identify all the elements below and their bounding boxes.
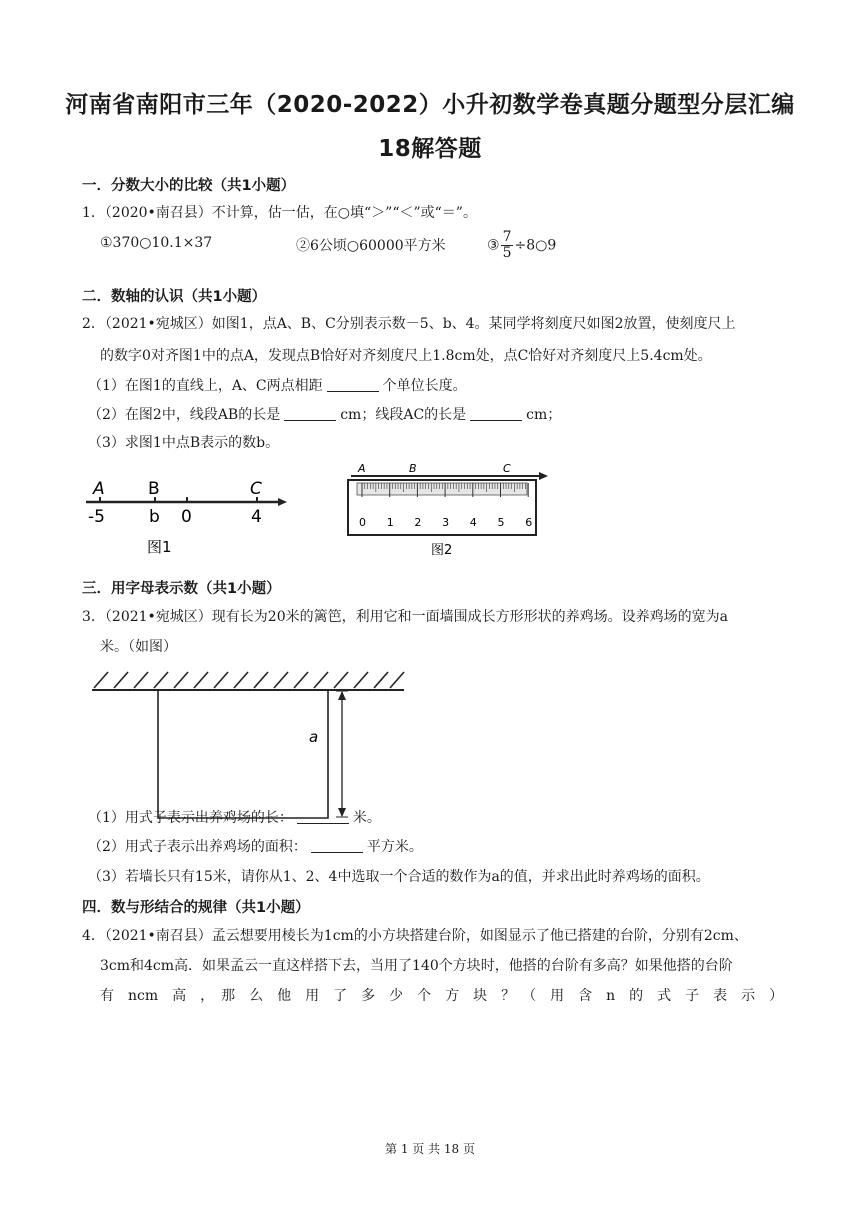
section3-heading: 三．用字母表示数（共1小题）: [82, 581, 281, 597]
q1-item-c-suffix: ÷8○9: [514, 237, 557, 254]
q2-line2: 的数字0对齐图1中的点A，发现点B恰好对齐刻度尺上1.8cm处，点C恰好对齐刻度尺上5.4cm处。: [100, 348, 712, 364]
page-footer: 第 1 页 共 18 页: [385, 1142, 475, 1156]
fig2-label-c: C: [503, 462, 511, 475]
q1-item-b: ②6公顷○60000平方米: [296, 238, 446, 254]
q2-line1: 2．（2021•宛城区）如图1，点A、B、C分别表示数－5、b、4。某同学将刻度尺如图2放置，使刻度尺上: [82, 316, 736, 332]
fraction-numerator: 7: [502, 229, 512, 245]
figure2-ruler: [345, 462, 550, 562]
q4-line1: 4．（2021•南召县）孟云想要用棱长为1cm的小方块搭建台阶，如图显示了他已搭建的台阶，分别有2cm、: [82, 928, 748, 944]
ruler-tick-label: 2: [414, 516, 422, 529]
page-title-line2: 18解答题: [378, 136, 482, 162]
ruler-tick-label: 3: [442, 516, 450, 529]
answer-blank[interactable]: [311, 838, 363, 853]
q1-stem: 1．（2020•南召县）不计算，估一估，在○填“＞”“＜”或“＝”。: [82, 205, 477, 221]
fig3-label-a: a: [309, 728, 319, 746]
q1-item-a: ①370○10.1×37: [100, 235, 213, 251]
q2-part2-text-a: （2）在图2中，线段AB的长是: [88, 407, 281, 423]
q2-part1-text-b: 个单位长度。: [382, 378, 467, 394]
section2-heading: 二．数轴的认识（共1小题）: [82, 289, 267, 305]
q3-part2: [88, 836, 423, 856]
q3-line2: 米。（如图）: [100, 639, 177, 655]
figure3-chicken-farm: [88, 664, 408, 824]
ruler-tick-label: 0: [359, 516, 366, 529]
q2-part2-text-b: cm；线段AC的长是: [340, 407, 467, 423]
answer-blank[interactable]: [297, 809, 349, 824]
ruler-tick-label: 5: [497, 516, 505, 529]
page-title-line1: 河南省南阳市三年（2020-2022）小升初数学卷真题分题型分层汇编: [65, 92, 795, 118]
q3-part1-text-a: （1）用式子表示出养鸡场的长：: [88, 810, 293, 826]
q3-line1: 3．（2021•宛城区）现有长为20米的篱笆，利用它和一面墙围成长方形形状的养鸡场。设养鸡场的宽为a: [82, 609, 728, 625]
ruler-tick-label: 1: [386, 516, 394, 529]
figure1-number-line: [82, 470, 292, 560]
q2-part3: （3）求图1中点B表示的数b。: [88, 435, 280, 451]
fig2-label-a: A: [358, 462, 366, 475]
q3-part2-text-a: （2）用式子表示出养鸡场的面积：: [88, 839, 307, 855]
q3-part3: （3）若墙长只有15米，请你从1、2、4中选取一个合适的数作为a的值，并求出此时养鸡场的面积。: [88, 869, 710, 885]
q3-part1-text-b: 米。: [352, 810, 381, 826]
q2-part2: [88, 404, 561, 424]
fig1-value-b: b: [149, 507, 160, 527]
answer-blank[interactable]: [327, 377, 379, 392]
answer-blank[interactable]: [470, 406, 522, 421]
section4-heading: 四．数与形结合的规律（共1小题）: [82, 900, 310, 916]
answer-blank[interactable]: [284, 406, 336, 421]
q1-item-c: [487, 230, 556, 261]
q1-item-c-prefix: ③: [487, 237, 500, 254]
fig1-value-c: 4: [251, 507, 262, 527]
q3-part2-text-b: 平方米。: [366, 839, 423, 855]
fig1-label-a: A: [93, 479, 105, 499]
fraction-denominator: 5: [502, 245, 512, 261]
ruler-tick-label: 4: [469, 516, 477, 529]
fig1-value-0: 0: [181, 507, 192, 527]
q2-part2-text-c: cm；: [526, 407, 562, 423]
wall-hatching: [94, 672, 404, 688]
q2-part1-text-a: （1）在图1的直线上，A、C两点相距: [88, 378, 323, 394]
fig1-value-a: -5: [88, 507, 105, 527]
section1-heading: 一．分数大小的比较（共1小题）: [82, 178, 296, 194]
ruler-tick-label: 6: [525, 516, 533, 529]
q2-part1: [88, 375, 467, 395]
q3-part1: [88, 807, 381, 827]
fig2-caption: 图2: [431, 543, 453, 558]
q1-fraction: [501, 230, 514, 261]
fig1-caption: 图1: [147, 538, 172, 556]
q4-line2: 3cm和4cm高．如果孟云一直这样搭下去，当用了140个方块时，他搭的台阶有多高？如果他搭的台阶: [100, 958, 733, 974]
fig2-label-b: B: [409, 462, 417, 475]
fig1-label-c: C: [250, 479, 262, 499]
q4-line3: 有 ncm 高 ， 那 么 他 用 了 多 少 个 方 块 ？ （ 用 含 n 的 式 子 表 示 ）: [100, 988, 784, 1004]
fig1-label-b: B: [148, 479, 160, 499]
